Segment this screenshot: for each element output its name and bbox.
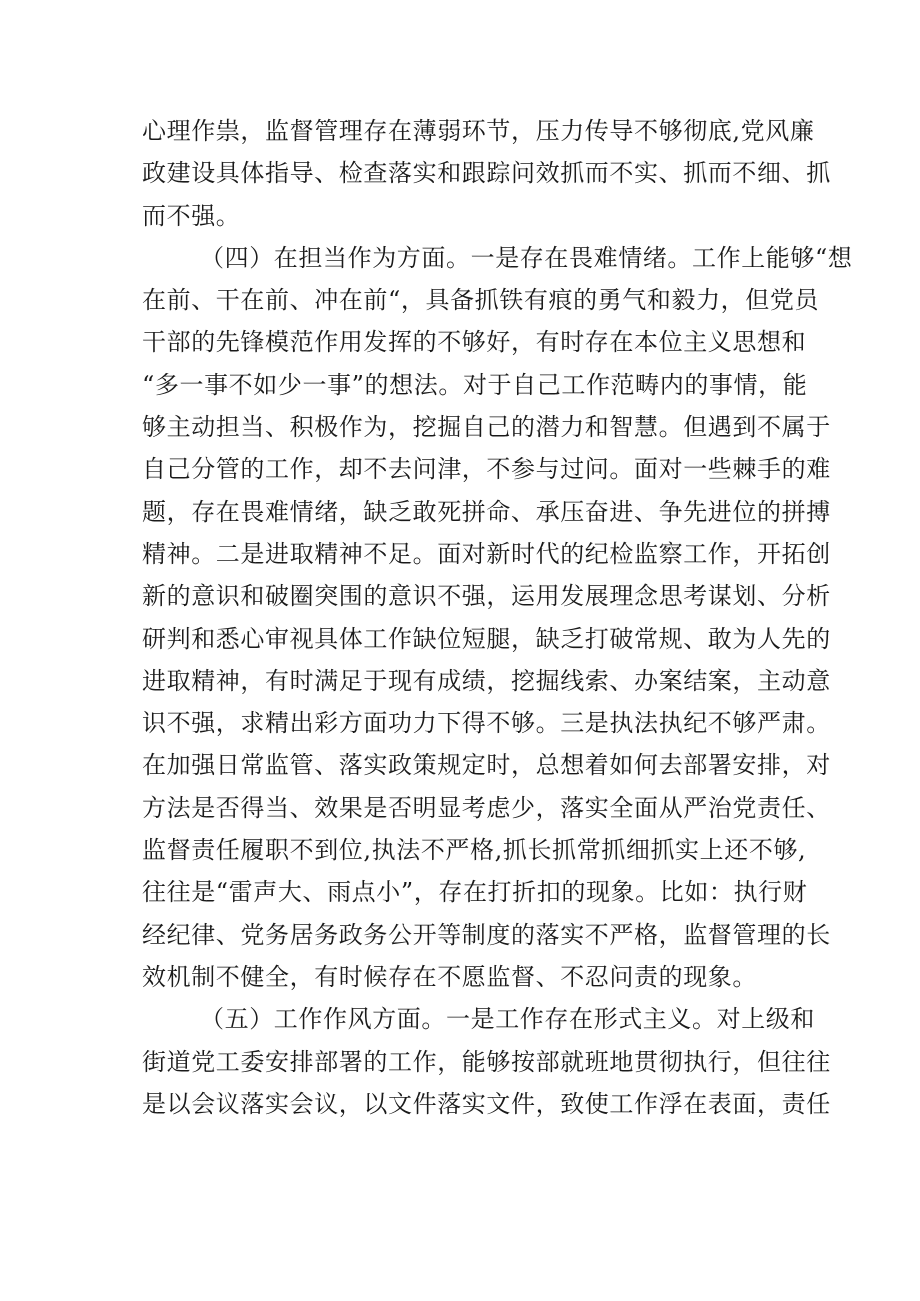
- text-line: 研判和悉心审视具体工作缺位短腿，缺乏打破常规、敢为人先的: [142, 624, 831, 653]
- text-line: 精神。二是进取精神不足。面对新时代的纪检监察工作，开拓创: [142, 539, 831, 568]
- text-line: 够主动担当、积极作为，挖掘自己的潜力和智慧。但遇到不属于: [142, 413, 831, 442]
- text-line: “多一事不如少一事”的想法。对于自己工作范畴内的事情，能: [142, 370, 808, 399]
- paragraph-heading-line: （四）在担当作为方面。一是存在畏难情绪。工作上能够“想: [200, 243, 853, 272]
- text-line: 进取精神，有时满足于现有成绩，挖掘线索、办案结案，主动意: [142, 666, 831, 695]
- text-line: 新的意识和破圈突围的意识不强，运用发展理念思考谋划、分析: [142, 582, 831, 611]
- text-line: 往往是“雷声大、雨点小”，存在打折扣的现象。比如：执行财: [142, 878, 808, 907]
- text-line: 在加强日常监管、落实政策规定时，总想着如何去部署安排，对: [142, 751, 831, 780]
- text-line: 街道党工委安排部署的工作，能够按部就班地贯彻执行，但往往: [142, 1047, 831, 1076]
- text-line: 是以会议落实会议，以文件落实文件，致使工作浮在表面，责任: [142, 1089, 831, 1118]
- text-line: 经纪律、党务居务政务公开等制度的落实不严格，监督管理的长: [142, 920, 831, 949]
- text-line: 题，存在畏难情绪，缺乏敢死拼命、承压奋进、争先进位的拼搏: [142, 497, 831, 526]
- text-line: 政建设具体指导、检查落实和跟踪问效抓而不实、抓而不细、抓: [142, 159, 831, 188]
- text-line: 识不强，求精出彩方面功力下得不够。三是执法执纪不够严肃。: [142, 709, 831, 738]
- text-line: 效机制不健全，有时候存在不愿监督、不忍问责的现象。: [142, 962, 757, 991]
- text-line: 在前、干在前、冲在前“，具备抓铁有痕的勇气和毅力，但党员: [142, 286, 820, 315]
- text-line: 干部的先锋模范作用发挥的不够好，有时存在本位主义思想和: [142, 328, 807, 357]
- text-line: 而不强。: [142, 201, 241, 230]
- text-line: 自己分管的工作，却不去问津，不参与过问。面对一些棘手的难: [142, 455, 831, 484]
- paragraph-heading-line: （五）工作作风方面。一是工作存在形式主义。对上级和: [200, 1005, 815, 1034]
- text-line: 方法是否得当、效果是否明显考虑少，落实全面从严治党责任、: [142, 793, 831, 822]
- text-line: 监督责任履职不到位,执法不严格,抓长抓常抓细抓实上还不够,: [142, 836, 807, 865]
- text-line: 心理作祟，监督管理存在薄弱环节，压力传导不够彻底,党风廉: [142, 117, 815, 145]
- document-body: [142, 110, 853, 1125]
